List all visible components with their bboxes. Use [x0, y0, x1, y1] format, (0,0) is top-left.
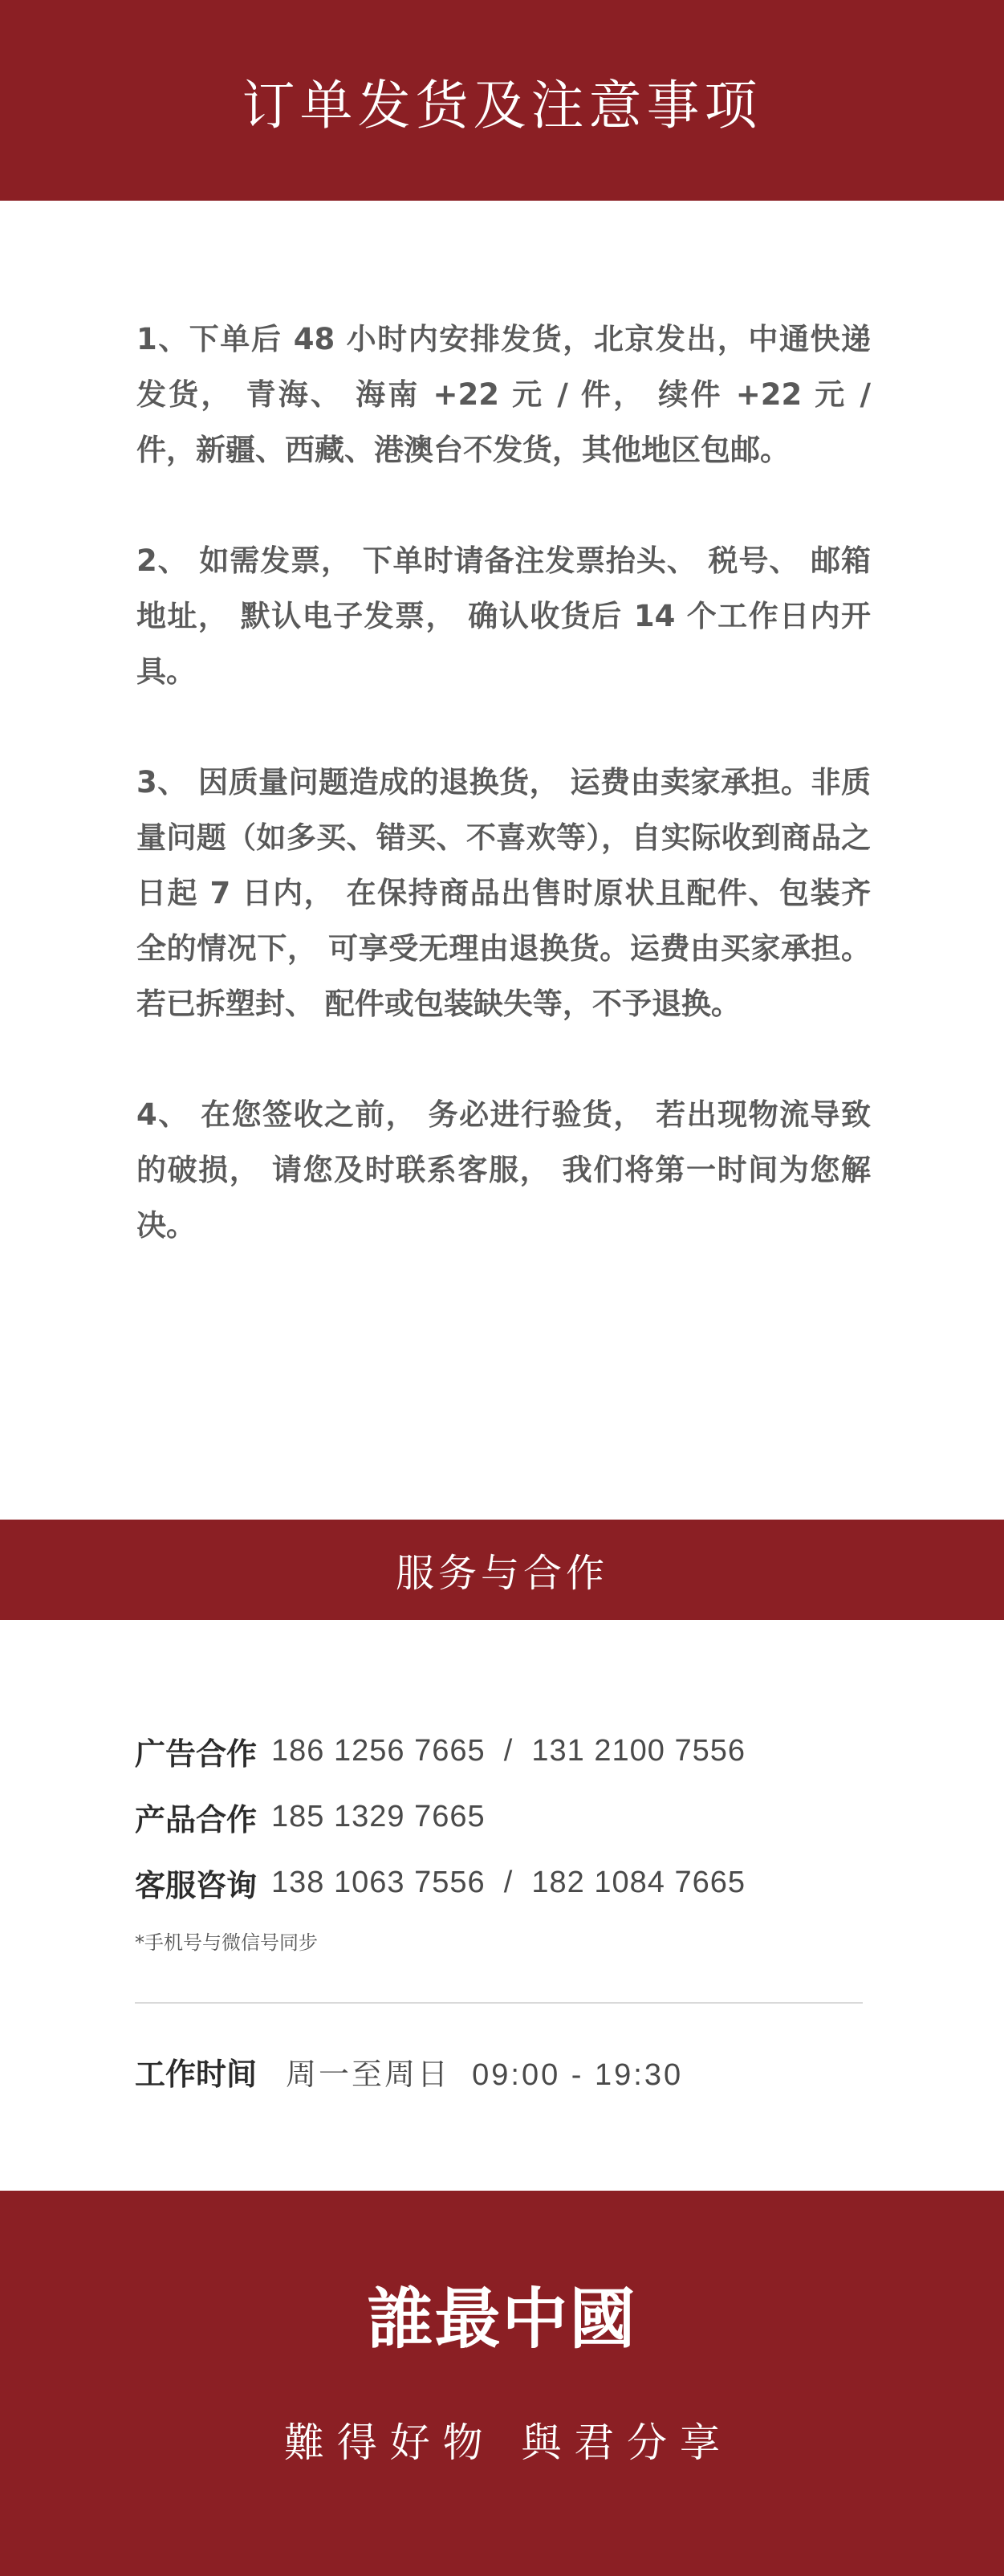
shipping-notes — [136, 311, 871, 1308]
brand-slogan: 難 得 好 物 與 君 分 享 — [283, 2419, 721, 2466]
service-banner — [0, 1520, 1004, 1620]
service-title: 服务与合作 — [395, 1551, 608, 1596]
contact-label: 产品合作 — [135, 1801, 258, 1837]
contact-phone: 138 1063 7556 / 182 1084 7665 — [271, 1865, 746, 1899]
working-hours — [135, 2039, 683, 2103]
brand-logo-text: 誰最中國 — [367, 2280, 637, 2358]
wechat-footnote: *手机号与微信号同步 — [135, 1931, 318, 1954]
contact-label: 客服咨询 — [135, 1867, 258, 1903]
contact-list — [135, 1718, 873, 1955]
contact-phone: 185 1329 7665 — [271, 1799, 486, 1833]
contact-phone: 186 1256 7665 / 131 2100 7556 — [271, 1733, 746, 1768]
note-item-3: 3、 因质量问题造成的退换货， 运费由卖家承担。非质量问题（如多买、错买、不喜欢等），自实际收到商品之日起 7 日内， 在保持商品出售时原状且配件、包装齐全的情况下， 可享受无理由退换货。运费由买家承担。若已拆塑封、 配件或包装缺失等，不予退换。 — [136, 765, 871, 1021]
contact-row-product — [135, 1784, 873, 1850]
footer-banner — [0, 2191, 1004, 2576]
note-item-4: 4、 在您签收之前， 务必进行验货， 若出现物流导致的破损， 请您及时联系客服， 我们将第一时间为您解决。 — [136, 1097, 871, 1243]
header-banner — [0, 0, 1004, 201]
hours-value: 周一至周日 09:00 - 19:30 — [286, 2057, 684, 2092]
contact-row-ads — [135, 1718, 873, 1784]
hours-label: 工作时间 — [135, 2056, 258, 2092]
divider — [135, 2002, 863, 2004]
note-item-2: 2、 如需发票， 下单时请备注发票抬头、 税号、 邮箱地址， 默认电子发票， 确认收货后 14 个工作日内开具。 — [136, 543, 871, 689]
note-item-1: 1、下单后 48 小时内安排发货，北京发出，中通快递发货， 青海、 海南 +22 元 / 件， 续件 +22 元 / 件，新疆、西藏、港澳台不发货，其他地区包邮。 — [136, 322, 871, 467]
contact-row-support — [135, 1850, 873, 1915]
contact-label: 广告合作 — [135, 1736, 258, 1772]
page-title: 订单发货及注意事项 — [242, 74, 762, 136]
